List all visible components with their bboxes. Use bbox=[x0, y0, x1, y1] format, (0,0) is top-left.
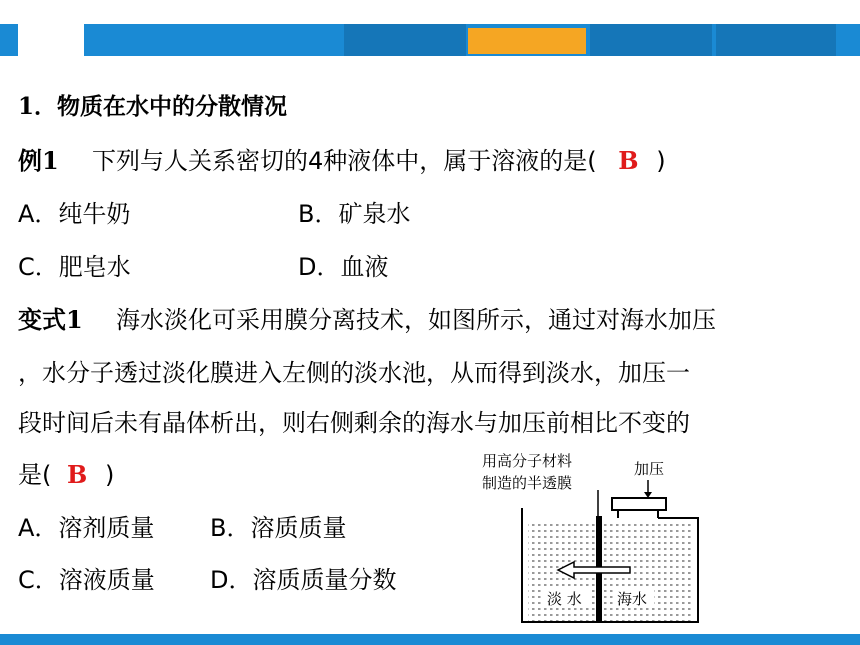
banner-left-block bbox=[0, 24, 18, 56]
example-1-option-b: B．矿泉水 bbox=[298, 200, 411, 228]
variant-1-option-d: D．溶质质量分数 bbox=[210, 566, 397, 594]
variant-1-text-1: 海水淡化可采用膜分离技术，如图所示，通过对海水加压 bbox=[115, 306, 716, 334]
piston bbox=[612, 498, 666, 510]
membrane-diagram-svg bbox=[470, 450, 710, 625]
variant-1-line-2: ，水分子透过淡化膜进入左侧的淡水池，从而得到淡水，加压一 bbox=[18, 359, 690, 387]
membrane-label-line-1: 用高分子材料 bbox=[482, 452, 573, 470]
example-1-question bbox=[18, 146, 666, 176]
variant-1-label: 变式1 bbox=[18, 305, 83, 334]
variant-1-prefix: 是( bbox=[18, 461, 52, 489]
banner-dark-tab-3 bbox=[716, 24, 836, 56]
variant-1-line-3: 段时间后未有晶体析出，则右侧剩余的海水与加压前相比不变的 bbox=[18, 409, 690, 437]
example-1-answer: B bbox=[618, 146, 639, 175]
bottom-banner bbox=[0, 634, 860, 645]
variant-1-line-1 bbox=[18, 305, 716, 335]
variant-1-option-b: B．溶质质量 bbox=[210, 514, 347, 542]
example-1-option-a: A．纯牛奶 bbox=[18, 200, 131, 228]
membrane-diagram bbox=[470, 450, 710, 625]
fresh-water-label: 淡 水 bbox=[547, 590, 582, 608]
example-1-text: 下列与人关系密切的4种液体中，属于溶液的是( bbox=[91, 147, 597, 175]
pressure-label: 加压 bbox=[634, 460, 665, 478]
membrane-label-line-2: 制造的半透膜 bbox=[482, 474, 573, 492]
variant-1-option-c: C．溶液质量 bbox=[18, 566, 155, 594]
section-heading: 1．物质在水中的分散情况 bbox=[18, 93, 288, 120]
variant-1-option-a: A．溶剂质量 bbox=[18, 514, 155, 542]
example-1-option-d: D．血液 bbox=[298, 253, 389, 281]
variant-1-answer: B bbox=[67, 460, 88, 489]
banner-accent-tab bbox=[468, 28, 586, 54]
banner-dark-tab-2 bbox=[590, 24, 712, 56]
top-banner bbox=[0, 24, 860, 56]
sea-water-label: 海水 bbox=[617, 590, 648, 608]
variant-1-close: ) bbox=[104, 461, 115, 489]
example-1-label: 例1 bbox=[18, 146, 59, 175]
example-1-close: ) bbox=[656, 147, 666, 175]
variant-1-line-4 bbox=[18, 460, 114, 490]
example-1-option-c: C．肥皂水 bbox=[18, 253, 131, 281]
banner-dark-tab-1 bbox=[344, 24, 466, 56]
